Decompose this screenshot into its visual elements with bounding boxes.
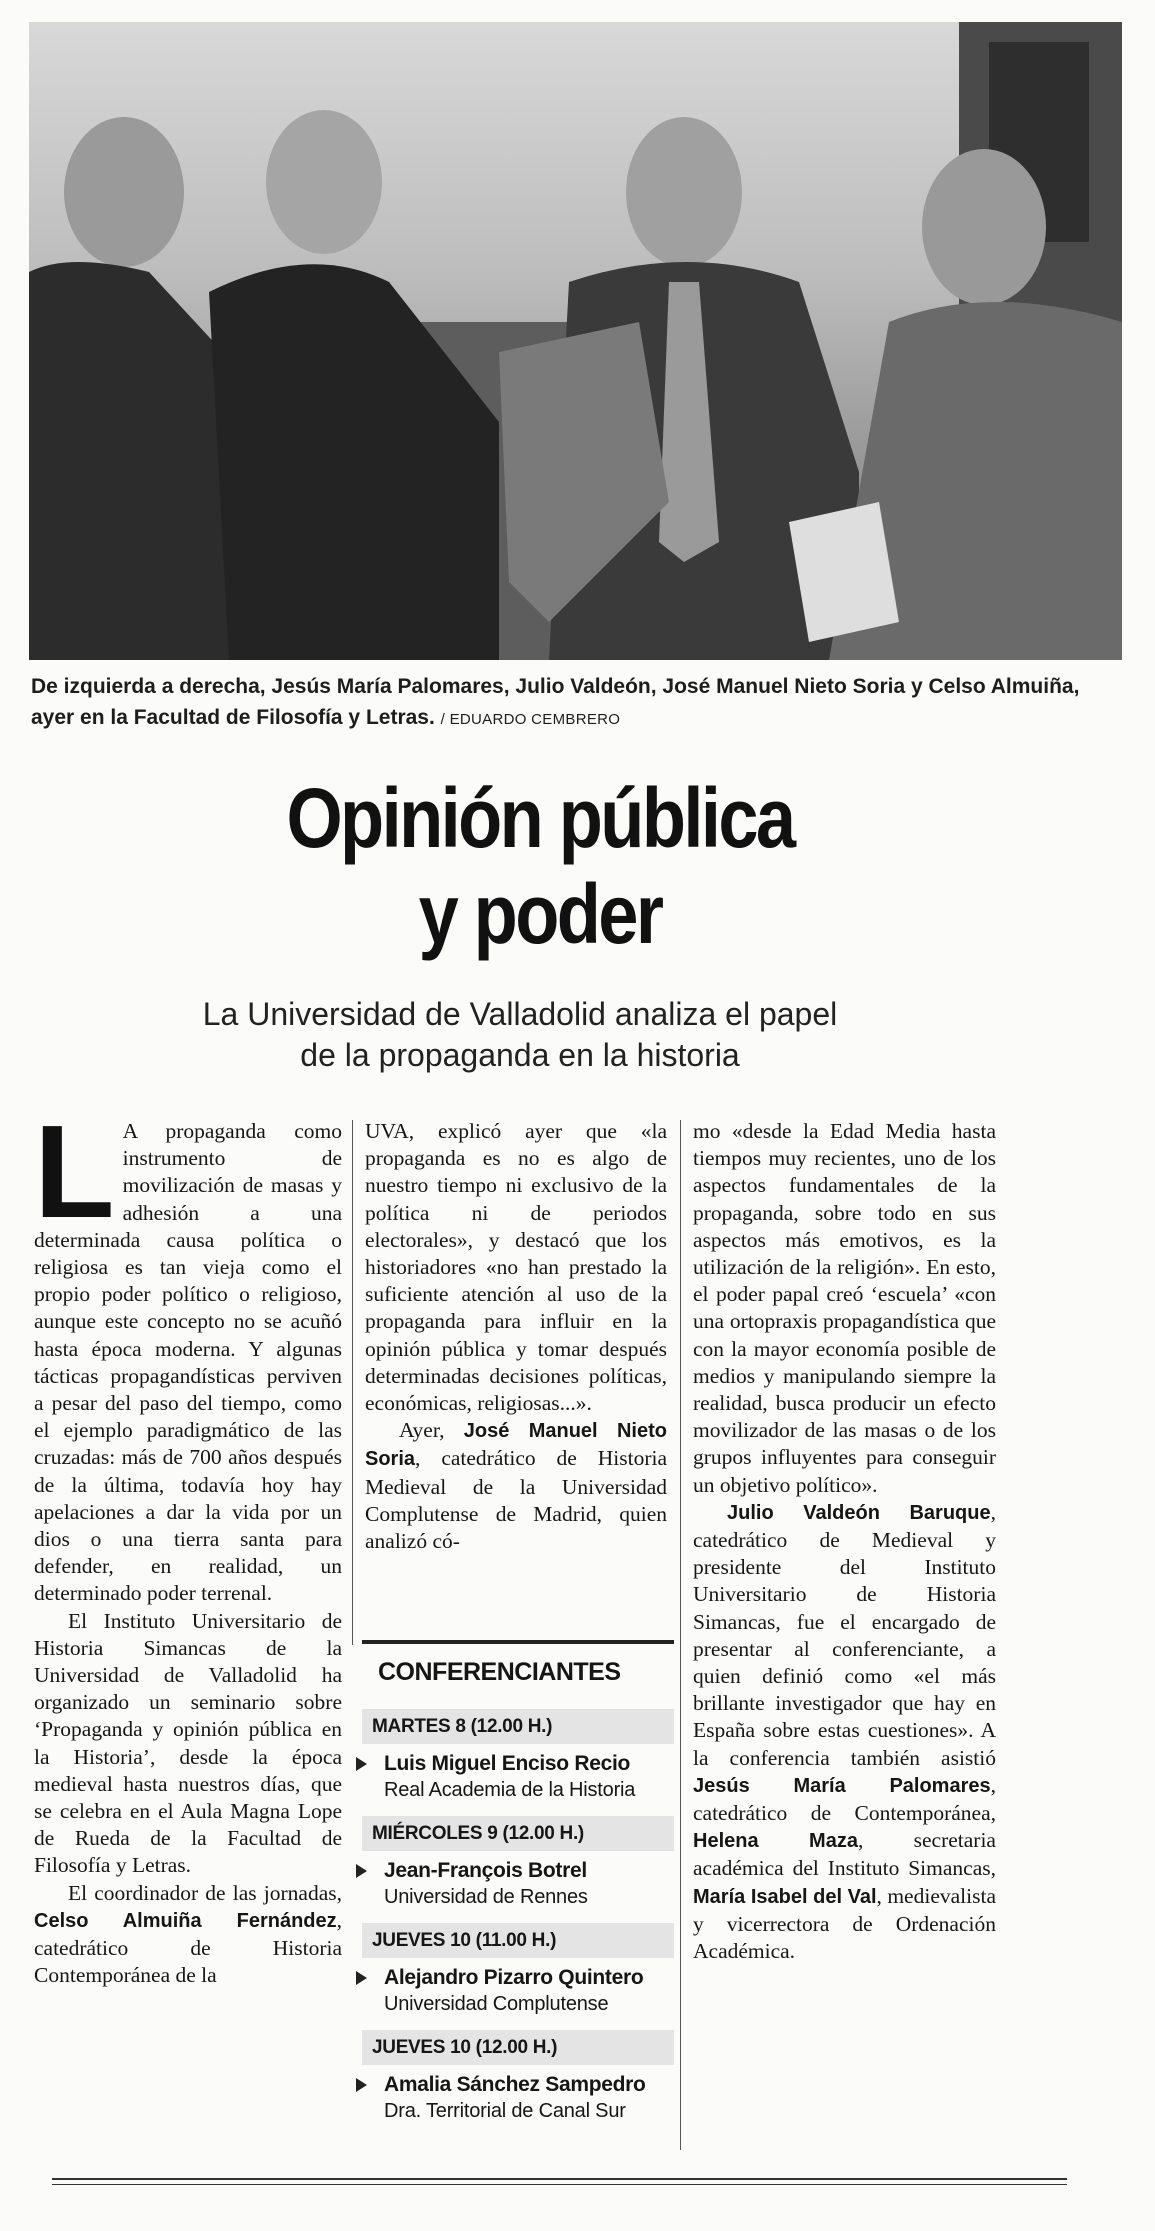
headline bbox=[196, 770, 884, 962]
text-span: , catedrático de Medieval y presidente del Instituto Universitario de Historia Simancas, fue el encargado de presentar al conferenciante, a quien definió como «el más brillante investigador que hay en España sobre estas cuestiones». A la conferencia también asistió bbox=[693, 1499, 996, 1770]
photo-caption bbox=[31, 671, 1126, 735]
arrow-icon bbox=[356, 1971, 367, 1985]
photo-credit: / EDUARDO CEMBRERO bbox=[440, 711, 621, 728]
article-column-1 bbox=[34, 1098, 342, 1990]
person-name: José Manuel Nieto Soria bbox=[365, 1420, 667, 1471]
article-paragraph-1: A propaganda como instrumento de movilización de masas y adhesión a una determinada causa política o religiosa es tan vieja como el propio poder político o religioso, aunque este concepto no se acuñó hasta época moderna. Y algunas tácticas propagandísticas perviven a pesar del paso del tiempo, como el ejemplo paradigmático de las cruzadas: más de 700 años después de la última, todavía hoy hay apelaciones a dar la vida por un dios o una tierra santa para defender, en realidad, un determinado poder terrenal. bbox=[34, 1119, 342, 1606]
bottom-rule bbox=[52, 2184, 1067, 2185]
subheadline-line-2: de la propaganda en la historia bbox=[300, 1037, 740, 1073]
person-name: Julio Valdeón Baruque bbox=[727, 1501, 991, 1524]
article-paragraph-7 bbox=[693, 1499, 996, 1965]
speaker-date: JUEVES 10 (11.00 H.) bbox=[362, 1923, 674, 1958]
speaker-entry bbox=[362, 1923, 674, 2016]
speaker-name-text: Alejandro Pizarro Quintero bbox=[384, 1966, 644, 1989]
speaker-name-text: Amalia Sánchez Sampedro bbox=[384, 2073, 646, 2096]
text-span: , catedrático de Historia Contemporánea de la bbox=[34, 1907, 342, 1988]
text-span: Ayer, bbox=[399, 1418, 464, 1443]
column-rule-1 bbox=[352, 1120, 353, 1645]
speaker-date: JUEVES 10 (12.00 H.) bbox=[362, 2030, 674, 2065]
speaker-date: MARTES 8 (12.00 H.) bbox=[362, 1709, 674, 1744]
speaker-entry bbox=[362, 2030, 674, 2123]
speaker-name-text: Jean-François Botrel bbox=[384, 1859, 587, 1882]
text-span: , catedrático de Historia Medieval de la Universidad Complutense de Madrid, quien analizó có- bbox=[365, 1446, 667, 1554]
speaker-institution: Real Academia de la Historia bbox=[384, 1779, 636, 1801]
subheadline bbox=[90, 994, 950, 1076]
speaker-name bbox=[362, 1851, 674, 1883]
speakers-box bbox=[362, 1640, 674, 2123]
bottom-rule bbox=[52, 2178, 1067, 2180]
article-column-3 bbox=[693, 1118, 996, 1965]
speaker-entry bbox=[362, 1709, 674, 1802]
text-span: , secretaria académica del Instituto Simancas, bbox=[693, 1828, 996, 1881]
text-span: , medievalista y vicerrectora de Ordenación Académica. bbox=[693, 1883, 996, 1964]
headline-line-2: y poder bbox=[418, 867, 662, 961]
photo-illustration bbox=[29, 22, 1122, 660]
speaker-institution: Dra. Territorial de Canal Sur bbox=[384, 2100, 626, 2122]
speaker-institution: Universidad de Rennes bbox=[384, 1886, 588, 1908]
article-paragraph-4: UVA, explicó ayer que «la propaganda es no es algo de nuestro tiempo ni exclusivo de la política ni de periodos electorales», y destacó que los historiadores «no han prestado la suficiente atención al uso de la propaganda para influir en la opinión pública y tomar después determinadas decisiones políticas, económicas, religiosas...». bbox=[365, 1119, 667, 1416]
speaker-name bbox=[362, 1958, 674, 1990]
person-name: Helena Maza bbox=[693, 1830, 858, 1853]
person-name: Celso Almuiña Fernández bbox=[34, 1909, 337, 1932]
article-paragraph-3 bbox=[34, 1880, 342, 1990]
speaker-date: MIÉRCOLES 9 (12.00 H.) bbox=[362, 1816, 674, 1851]
person-name: Jesús María Palomares bbox=[693, 1774, 991, 1797]
text-span: , catedrático de Contemporánea, bbox=[693, 1772, 996, 1826]
arrow-icon bbox=[356, 1864, 367, 1878]
speaker-entry bbox=[362, 1816, 674, 1909]
article-paragraph-5 bbox=[365, 1417, 667, 1555]
speaker-name bbox=[362, 1744, 674, 1776]
arrow-icon bbox=[356, 1757, 367, 1771]
speaker-name bbox=[362, 2065, 674, 2097]
article-paragraph-2: El Instituto Universitario de Historia Simancas de la Universidad de Valladolid ha organizado un seminario sobre ‘Propaganda y opinión pública en la Historia’, desde la época medieval hasta nuestros días, que se celebra en el Aula Magna Lope de Rueda de la Facultad de Filosofía y Letras. bbox=[34, 1608, 342, 1878]
headline-line-1: Opinión pública bbox=[286, 771, 794, 865]
subheadline-line-1: La Universidad de Valladolid analiza el papel bbox=[202, 996, 838, 1032]
person-name: María Isabel del Val bbox=[693, 1885, 877, 1908]
article-column-2 bbox=[365, 1118, 667, 1555]
article-paragraph-6: mo «desde la Edad Media hasta tiempos muy recientes, uno de los aspectos fundamentales de la propaganda, sobre todo en sus aspectos más emotivos, es la utilización de la religión». En esto, el poder papal creó ‘escuela’ «con una ortopraxis propagandística que con la mayor economía posible de medios y manipulando siempre la realidad, busca producir un efecto movilizador de las masas o de los grupos influyentes para conseguir un objetivo político». bbox=[693, 1119, 996, 1497]
caption-text: De izquierda a derecha, Jesús María Palomares, Julio Valdeón, José Manuel Nieto Soria y Celso Almuiña, ayer en la Facultad de Filosofía y Letras. bbox=[31, 675, 1080, 729]
drop-cap: L bbox=[34, 1098, 115, 1245]
speakers-box-title: CONFERENCIANTES bbox=[362, 1640, 674, 1695]
column-rule-2 bbox=[680, 1120, 681, 2150]
speaker-institution: Universidad Complutense bbox=[384, 1993, 609, 2015]
arrow-icon bbox=[356, 2078, 367, 2092]
speaker-name-text: Luis Miguel Enciso Recio bbox=[384, 1752, 631, 1775]
text-span: El coordinador de las jornadas, bbox=[68, 1880, 342, 1905]
news-photo bbox=[29, 22, 1122, 660]
